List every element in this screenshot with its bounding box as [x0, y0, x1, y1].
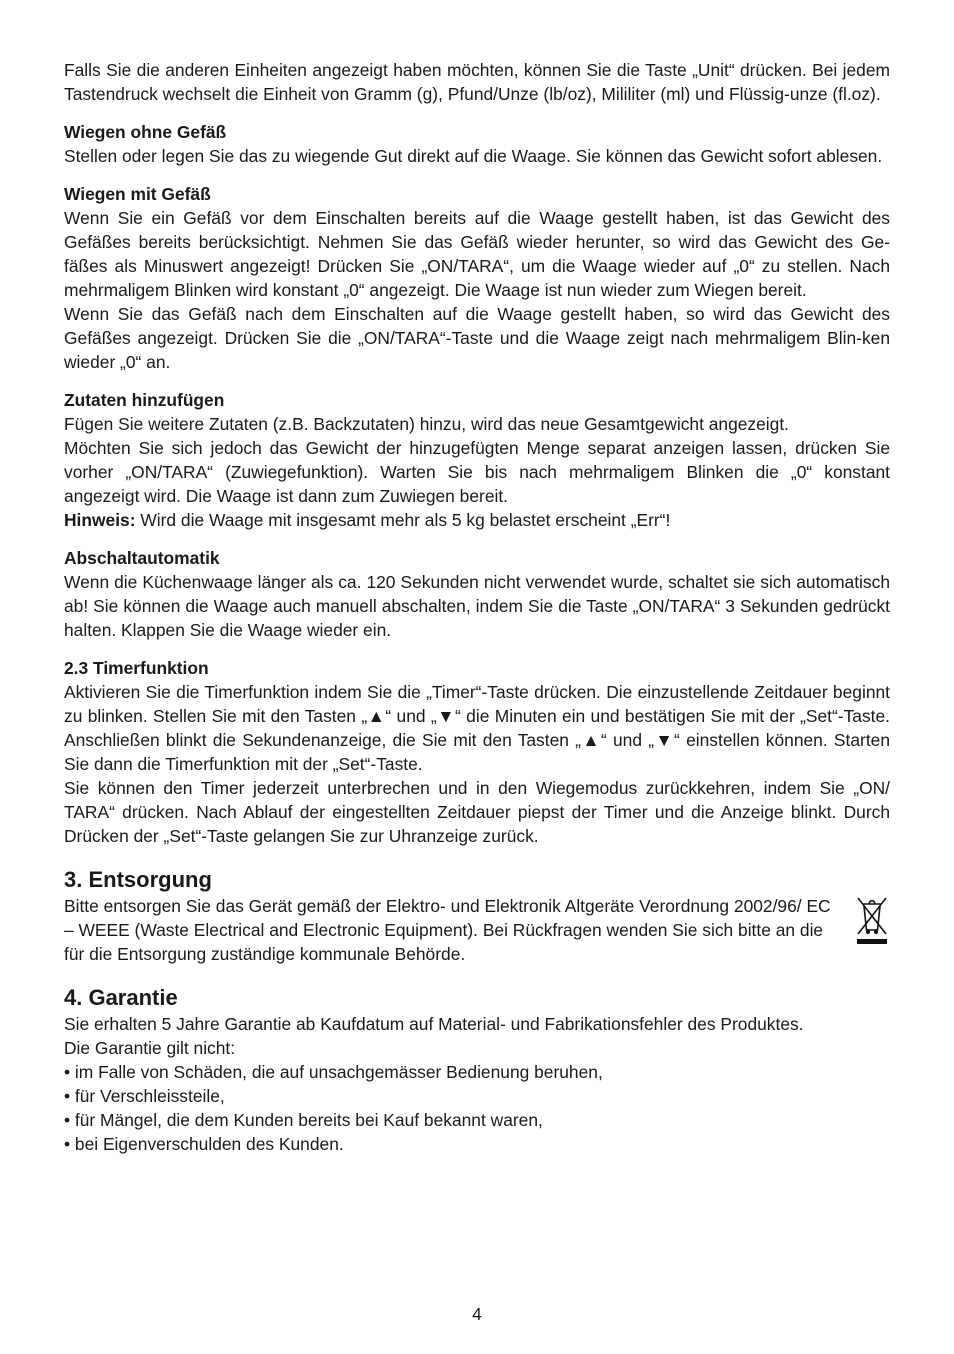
list-item: • für Mängel, die dem Kunden bereits bei Kauf bekannt waren, — [64, 1108, 890, 1132]
heading-warranty: 4. Garantie — [64, 985, 178, 1010]
intro-paragraph: Falls Sie die anderen Einheiten angezeigt haben möchten, können Sie die Taste „Unit“ drücken. Bei jedem Tastendruck wechselt die Einheit von Gramm (g), Pfund/Unze (lb/oz), Mililiter (ml) und Flüssig-unze (fl.oz). — [64, 60, 890, 104]
page-number: 4 — [472, 1304, 482, 1324]
manual-page — [64, 58, 890, 1156]
paragraph-weighing-without-container: Stellen oder legen Sie das zu wiegende Gut direkt auf die Waage. Sie können das Gewicht sofort ablesen. — [64, 146, 883, 166]
paragraph-auto-off: Wenn die Küchenwaage länger als ca. 120 Sekunden nicht verwendet wurde, schaltet sie sich automatisch ab! Sie können die Waage auch manuell abschalten, indem Sie die Taste „ON/TARA“ 3 Sekunden gedrückt halten. Klappen Sie die Waage wieder ein. — [64, 572, 890, 640]
heading-add-ingredients: Zutaten hinzufügen — [64, 390, 225, 410]
paragraph-add-ingredients-1: Fügen Sie weitere Zutaten (z.B. Backzutaten) hinzu, wird das neue Gesamtgewicht angezeigt. — [64, 414, 789, 434]
paragraph-weighing-with-container-2: Wenn Sie das Gefäß nach dem Einschalten auf die Waage gestellt haben, so wird das Gewicht des Gefäßes angezeigt. Drücken Sie die „ON/TARA“-Taste und die Waage zeigt nach mehrmaligem Blin-ken wieder „0“ an. — [64, 304, 890, 372]
paragraph-warranty-2: Die Garantie gilt nicht: — [64, 1038, 236, 1058]
list-item: • im Falle von Schäden, die auf unsachgemässer Bedienung beruhen, — [64, 1060, 890, 1084]
heading-timer-function: 2.3 Timerfunktion — [64, 658, 209, 678]
heading-weighing-without-container: Wiegen ohne Gefäß — [64, 122, 227, 142]
note-text: Wird die Waage mit insgesamt mehr als 5 kg belastet erscheint „Err“! — [135, 510, 671, 530]
heading-disposal: 3. Entsorgung — [64, 867, 212, 892]
warranty-exclusions-list — [64, 1060, 890, 1156]
paragraph-timer-2: Sie können den Timer jederzeit unterbrechen und in den Wiegemodus zurückkehren, indem Sie „ON/ TARA“ drücken. Nach Ablauf der eingestellten Zeitdauer piepst der Timer und die Anzeige blinkt. Durch Drücken der „Set“-Taste gelangen Sie zur Uhranzeige zurück. — [64, 778, 890, 846]
disposal-block — [64, 894, 890, 966]
heading-auto-off: Abschaltautomatik — [64, 548, 220, 568]
list-item: • für Verschleissteile, — [64, 1084, 890, 1108]
heading-weighing-with-container: Wiegen mit Gefäß — [64, 184, 211, 204]
weee-crossed-bin-icon — [854, 894, 890, 951]
note-paragraph — [64, 508, 890, 532]
paragraph-warranty-1: Sie erhalten 5 Jahre Garantie ab Kaufdatum auf Material- und Fabrikationsfehler des Produktes. — [64, 1014, 804, 1034]
paragraph-weighing-with-container-1: Wenn Sie ein Gefäß vor dem Einschalten bereits auf die Waage gestellt haben, ist das Gewicht des Gefäßes bereits berücksichtigt. Nehmen Sie das Gefäß wieder herunter, so wird das Gewicht des Ge-fäßes als Minuswert angezeigt! Drücken Sie „ON/TARA“, um die Waage wieder auf „0“ zu stellen. Nach mehrmaligem Blinken wird konstant „0“ angezeigt. Die Waage ist nun wieder zum Wiegen bereit. — [64, 208, 890, 300]
paragraph-add-ingredients-2: Möchten Sie sich jedoch das Gewicht der hinzugefügten Menge separat anzeigen lassen, drücken Sie vorher „ON/TARA“ (Zuwiegefunktion). Warten Sie bis nach mehrmaligem Blinken die „0“ konstant angezeigt wird. Die Waage ist dann zum Zuwiegen bereit. — [64, 438, 890, 506]
list-item: • bei Eigenverschulden des Kunden. — [64, 1132, 890, 1156]
paragraph-timer-1: Aktivieren Sie die Timerfunktion indem Sie die „Timer“-Taste drücken. Die einzustellende Zeitdauer beginnt zu blinken. Stellen Sie mit den Tasten „▲“ und „▼“ die Minuten ein und bestätigen Sie mit der „Set“-Taste. Anschließen blinkt die Sekundenanzeige, die Sie mit den Tasten „▲“ und „▼“ einstellen können. Starten Sie dann die Timerfunktion mit der „Set“-Taste. — [64, 682, 890, 774]
paragraph-disposal: Bitte entsorgen Sie das Gerät gemäß der Elektro- und Elektronik Altgeräte Verordnung 2002/96/ EC – WEEE (Waste Electrical and Electronic Equipment). Bei Rückfragen wenden Sie sich bitte an die für die Entsorgung zuständige kommunale Behörde. — [64, 896, 831, 964]
note-label: Hinweis: — [64, 510, 136, 530]
